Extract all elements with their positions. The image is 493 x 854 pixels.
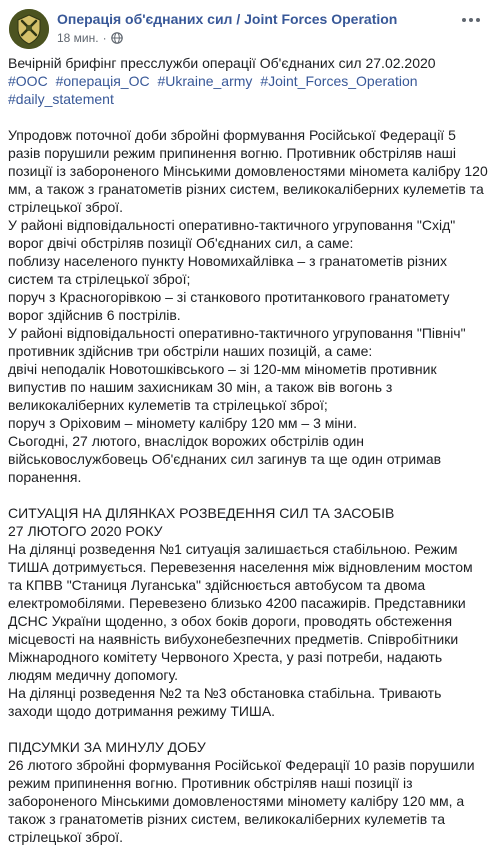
globe-icon[interactable] bbox=[111, 32, 123, 44]
hashtag-link[interactable]: #операція_ОС bbox=[55, 73, 150, 89]
page-avatar[interactable] bbox=[9, 9, 49, 49]
section-title: ПІДСУМКИ ЗА МИНУЛУ ДОБУ bbox=[8, 739, 206, 755]
disengagement-section bbox=[8, 504, 488, 720]
hashtag-link[interactable]: #ООС bbox=[8, 73, 48, 89]
hashtag-list bbox=[8, 72, 488, 108]
hashtag-link[interactable]: #Ukraine_army bbox=[157, 73, 253, 89]
section-paragraph: На ділянці розведення №1 ситуація залишається стабільною. Режим ТИША дотримується. Перевезення населення між відновленим мостом та КПВВ "Станиця Луганська" здійснюється автобусом та двома електромобілями. Перевезено близько 4200 пасажирів. Представники ДСНС України щоденно, з обох боків дороги, проводять обстеження місцевості на наявність вибухонебезпечних предметів. Співробітники Міжнародного комітету Червоного Хреста, у разі потреби, надають людям медичну допомогу. bbox=[8, 541, 473, 683]
post-body bbox=[8, 54, 488, 846]
daily-summary-block bbox=[8, 126, 488, 486]
post-header bbox=[0, 0, 493, 58]
summary-paragraph: Упродовж поточної доби збройні формування Російської Федерації 5 разів порушили режим припинення вогню. Противник обстріляв наші позиції із забороненого Мінськими домовленостями міномета калібру 120 мм, а також з гранатометів різних систем, великокаліберних кулеметів та стрілецької зброї. bbox=[8, 127, 488, 215]
meta-separator: · bbox=[102, 31, 107, 45]
joint-forces-emblem-icon bbox=[9, 9, 49, 49]
post-intro: Вечірній брифінг пресслужби операції Об'єднаних сил 27.02.2020 bbox=[8, 55, 436, 71]
post-timestamp[interactable]: 18 мин. bbox=[57, 31, 99, 45]
more-options-icon[interactable] bbox=[459, 12, 483, 28]
hashtag-link[interactable]: #daily_statement bbox=[8, 91, 114, 107]
north-group-paragraph: У районі відповідальності оперативно-тактичного угруповання "Північ" противник здійснив три обстріли наших позицій, а саме: двічі неподалік Новотошківського – зі 120-мм мінометів противник випустив по нашим захисникам 30 мін, а також вів вогонь з великокаліберних кулеметів та стрілецької зброї; поруч з Оріховим – міномету калібру 120 мм – 3 міни. Сьогодні, 27 лютого, внаслідок ворожих обстрілів один військовослужбовець Об'єднаних сил загинув та ще один отримав поранення. bbox=[8, 325, 466, 485]
page-name-link[interactable]: Операція об'єднаних сил / Joint Forces Operation bbox=[57, 11, 398, 27]
previous-day-section bbox=[8, 738, 488, 846]
hashtag-link[interactable]: #Joint_Forces_Operation bbox=[260, 73, 418, 89]
section-paragraph: На ділянці розведення №2 та №3 обстановка стабільна. Тривають заходи щодо дотримання режиму ТИША. bbox=[8, 685, 442, 719]
post-meta bbox=[57, 31, 123, 45]
section-paragraph: 26 лютого збройні формування Російської Федерації 10 разів порушили режим припинення вогню. Противник обстріляв наші позиції із забороненого Мінськими домовленостями міномету калібру 120 мм, а також з гранатометів різних систем, великокаліберних кулеметів та стрілецької зброї. bbox=[8, 757, 475, 845]
section-title: СИТУАЦІЯ НА ДІЛЯНКАХ РОЗВЕДЕННЯ СИЛ ТА ЗАСОБІВ 27 ЛЮТОГО 2020 РОКУ bbox=[8, 505, 395, 539]
east-group-paragraph: У районі відповідальності оперативно-тактичного угруповання "Схід" ворог двічі обстріляв позиції Об'єднаних сил, а саме: поблизу населеного пункту Новомихайлівка – з гранатометів різних систем та стрілецької зброї; поруч з Красногорівкою – зі станкового протитанкового гранатомету ворог здійснив 6 пострілів. bbox=[8, 217, 456, 323]
